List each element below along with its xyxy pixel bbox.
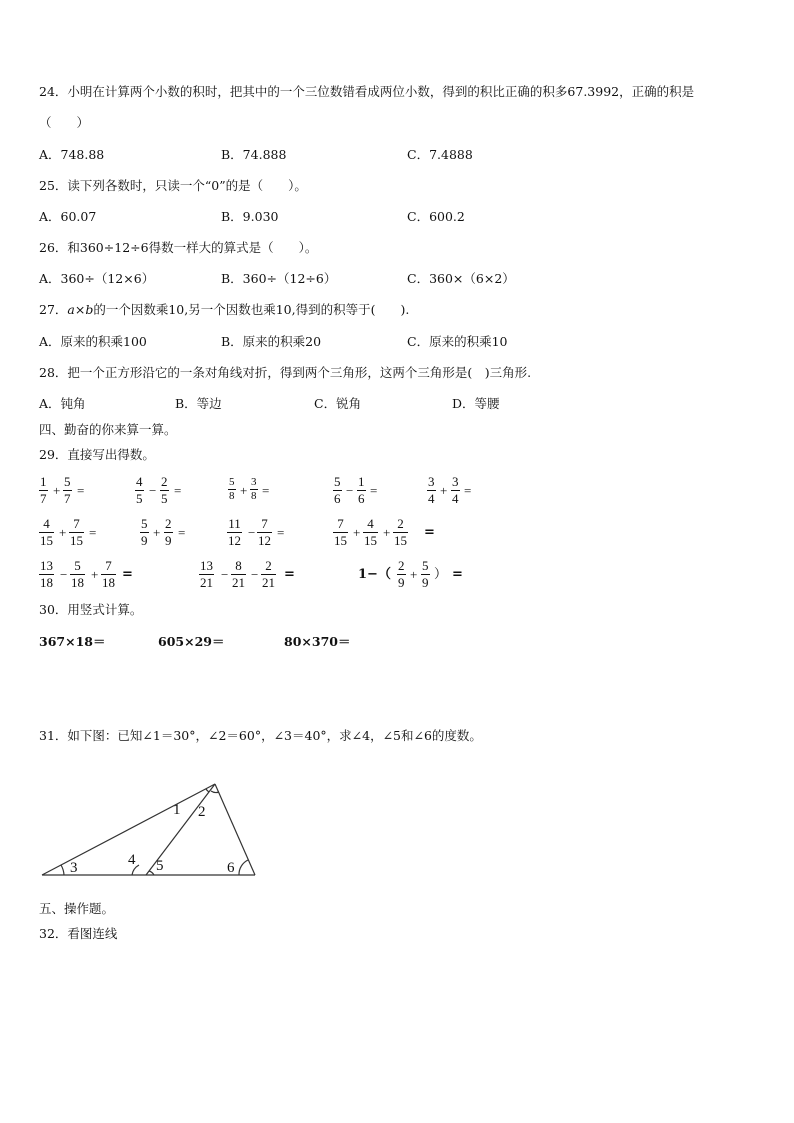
angle-6-arc [239,860,248,875]
q28-option-a: A．钝角 [39,396,86,411]
q30-problem-2: 605×29＝ [158,634,225,649]
q24-option-a: A．748.88 [39,147,105,162]
q24-blank: （ ） [39,115,90,130]
section-5-heading: 五、操作题。 [39,901,115,916]
q27-option-b: B．原来的积乘20 [221,334,322,349]
q26-option-c: C．360×（6×2） [407,271,515,286]
q24-option-b: B．74.888 [221,147,287,162]
q28-option-c: C．锐角 [314,396,362,411]
angle-label-6: 6 [227,860,235,876]
q28-stem: 28．把一个正方形沿它的一条对角线对折，得到两个三角形，这两个三角形是( )三角形. [39,365,532,380]
q25-option-c: C．600.2 [407,209,465,224]
angle-label-4: 4 [128,852,136,868]
q31-triangle-figure [36,772,264,882]
q24-option-c: C．7.4888 [407,147,473,162]
q31-stem: 31．如下图：已知∠1＝30°，∠2＝60°，∠3＝40°，求∠4，∠5和∠6的度数。 [39,728,482,743]
q32-title: 32．看图连线 [39,926,118,941]
angle-label-3: 3 [70,860,78,876]
triangle-right-side [215,784,255,875]
q27-variable: a×b [67,302,94,317]
section-4-heading: 四、勤奋的你来算一算。 [39,422,177,437]
q27-option-a: A．原来的积乘100 [39,334,147,349]
q30-problem-3: 80×370＝ [284,634,351,649]
q27-stem-text: 的一个因数乘10,另一个因数也乘10,得到的积等于( ). [93,302,410,317]
q29-title: 29．直接写出得数。 [39,447,155,462]
angle-label-5: 5 [156,858,164,874]
angle-1-arc [206,789,209,792]
q28-option-d: D．等腰 [452,396,500,411]
q25-stem: 25．读下列各数时，只读一个“0”的是（ ）。 [39,178,307,193]
angle-label-1: 1 [173,802,181,818]
q27-stem [39,302,409,318]
q26-option-a: A．360÷（12×6） [39,271,155,286]
angle-3-arc [61,865,64,875]
q26-option-b: B．360÷（12÷6） [221,271,337,286]
q25-option-b: B．9.030 [221,209,279,224]
angle-label-2: 2 [198,804,206,820]
q27-number: 27． [39,302,68,317]
q26-stem: 26．和360÷12÷6得数一样大的算式是（ ）。 [39,240,318,255]
q25-option-a: A．60.07 [39,209,97,224]
q30-title: 30．用竖式计算。 [39,602,143,617]
q28-option-b: B．等边 [175,396,222,411]
q30-problem-1: 367×18＝ [39,634,106,649]
q24-stem: 24．小明在计算两个小数的积时，把其中的一个三位数错看成两位小数，得到的积比正确的积多67.3992，正确的积是 [39,84,695,99]
q27-option-c: C．原来的积乘10 [407,334,508,349]
